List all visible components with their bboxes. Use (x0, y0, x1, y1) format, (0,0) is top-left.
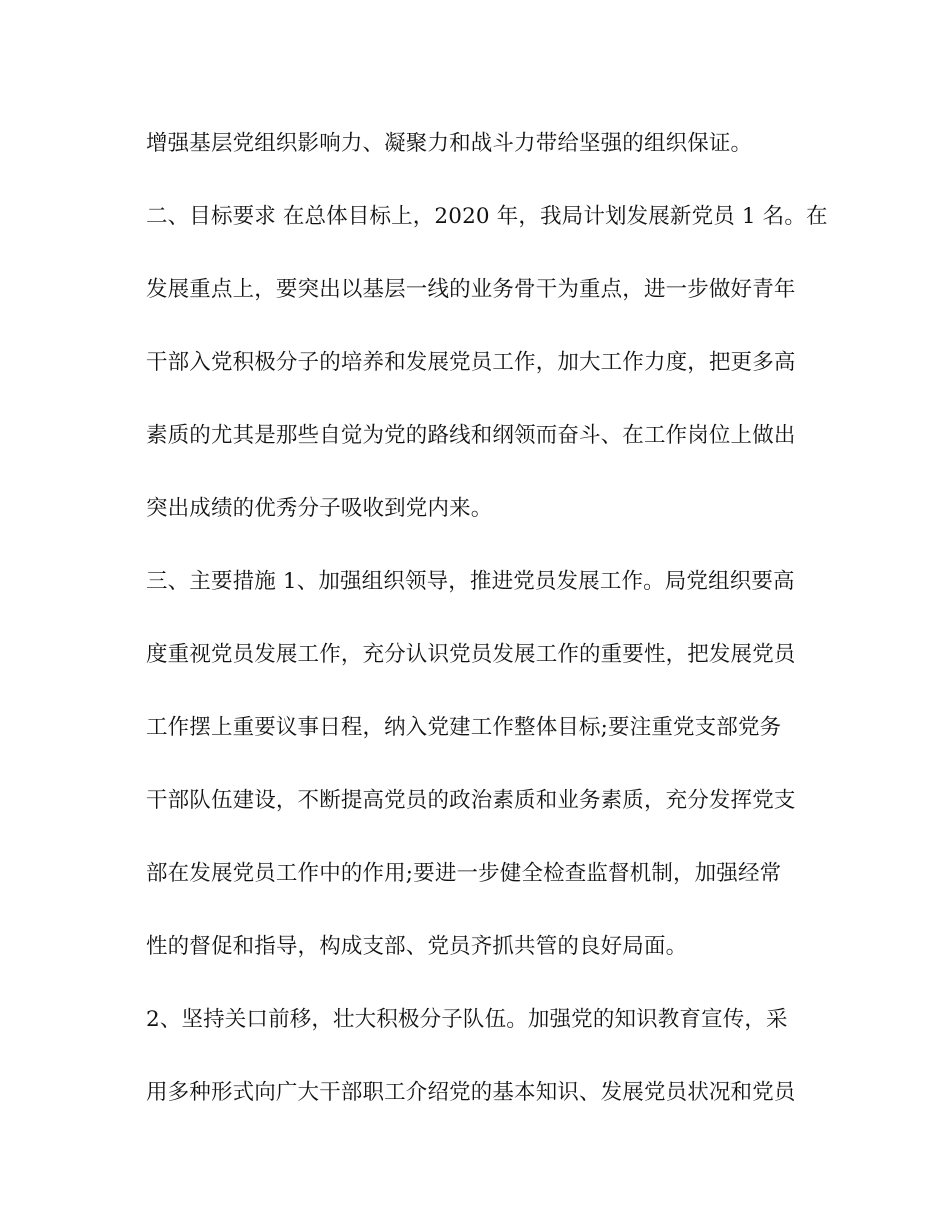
text-line: 2、坚持关口前移，壮大积极分子队伍。加强党的知识教育宣传，采 (146, 1007, 788, 1032)
text-line: 干部入党积极分子的培养和发展党员工作，加大工作力度，把更多高 (146, 350, 796, 375)
text-line: 二、目标要求 在总体目标上，2020 年，我局计划发展新党员 1 名。在 (146, 204, 828, 229)
text-line: 部在发展党员工作中的作用;要进一步健全检查监督机制，加强经常 (146, 861, 782, 886)
text-line: 发展重点上，要突出以基层一线的业务骨干为重点，进一步做好青年 (146, 277, 796, 302)
text-line: 增强基层党组织影响力、凝聚力和战斗力带给坚强的组织保证。 (146, 131, 753, 156)
text-line: 工作摆上重要议事日程，纳入党建工作整体目标;要注重党支部党务 (146, 715, 782, 740)
text-line: 性的督促和指导，构成支部、党员齐抓共管的良好局面。 (146, 934, 688, 959)
text-line: 干部队伍建设，不断提高党员的政治素质和业务素质，充分发挥党支 (146, 788, 796, 813)
text-line: 突出成绩的优秀分子吸收到党内来。 (146, 496, 493, 521)
text-line: 素质的尤其是那些自觉为党的路线和纲领而奋斗、在工作岗位上做出 (146, 423, 796, 448)
text-line: 用多种形式向广大干部职工介绍党的基本知识、发展党员状况和党员 (146, 1080, 796, 1105)
text-line: 三、主要措施 1、加强组织领导，推进党员发展工作。局党组织要高 (146, 569, 795, 594)
text-line: 度重视党员发展工作，充分认识党员发展工作的重要性，把发展党员 (146, 642, 796, 667)
